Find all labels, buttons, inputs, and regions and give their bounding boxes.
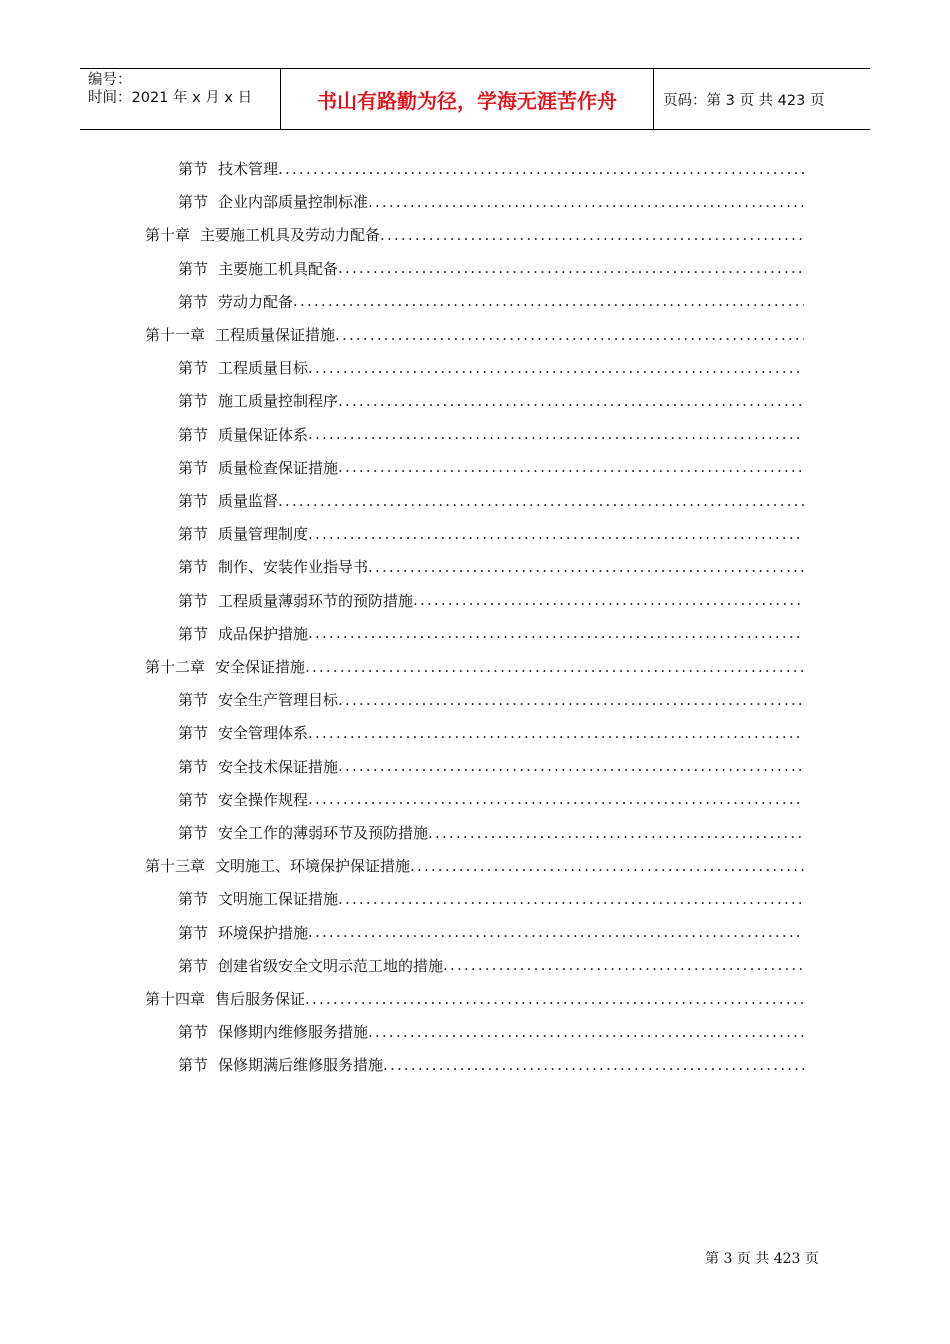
- toc-entry-title: 环境保护措施: [218, 923, 309, 942]
- toc-entry-title: 售后服务保证: [215, 990, 306, 1008]
- toc-dot-leader: [308, 790, 804, 808]
- toc-entry-number: 第节: [178, 1056, 209, 1075]
- toc-entry-number: 第节: [178, 458, 209, 477]
- toc-entry-number: 第十四章: [145, 990, 206, 1008]
- toc-entry-number: 第节: [178, 591, 209, 610]
- toc-entry-number: 第节: [178, 425, 209, 444]
- toc-section-entry[interactable]: [178, 617, 804, 650]
- toc-entry-title: 主要施工机具及劳动力配备: [200, 226, 381, 245]
- toc-section-entry[interactable]: [178, 550, 804, 583]
- toc-entry-title: 劳动力配备: [218, 292, 294, 311]
- toc-entry-number: 第节: [178, 292, 209, 311]
- toc-dot-leader: [413, 591, 804, 609]
- toc-section-entry[interactable]: [178, 716, 804, 749]
- toc-section-entry[interactable]: [178, 1048, 804, 1081]
- toc-dot-leader: [338, 757, 804, 775]
- toc-entry-title: 质量检查保证措施: [218, 458, 339, 477]
- motto-text: 书山有路勤为径，学海无涯苦作舟: [317, 88, 617, 113]
- toc-entry-number: 第节: [178, 757, 209, 776]
- toc-chapter-entry[interactable]: [145, 849, 804, 882]
- toc-entry-number: 第十章: [145, 226, 191, 245]
- toc-section-entry[interactable]: [178, 584, 804, 617]
- toc-section-entry[interactable]: [178, 418, 804, 451]
- toc-entry-number: 第节: [178, 890, 209, 909]
- toc-entry-number: 第节: [178, 923, 209, 942]
- toc-section-entry[interactable]: [178, 384, 804, 417]
- toc-section-entry[interactable]: [178, 683, 804, 716]
- toc-dot-leader: [368, 193, 804, 211]
- toc-entry-title: 文明施工保证措施: [218, 890, 339, 909]
- header-motto: [281, 69, 654, 129]
- toc-entry-number: 第节: [178, 724, 209, 743]
- toc-entry-title: 安全技术保证措施: [218, 757, 339, 776]
- toc-entry-title: 施工质量控制程序: [218, 392, 339, 411]
- toc-entry-title: 企业内部质量控制标准: [218, 193, 369, 212]
- toc-section-entry[interactable]: [178, 252, 804, 285]
- toc-entry-number: 第十一章: [145, 326, 206, 344]
- toc-entry-title: 质量保证体系: [218, 425, 309, 444]
- toc-entry-number: 第节: [178, 558, 209, 577]
- toc-entry-number: 第节: [178, 691, 209, 710]
- toc-entry-number: 第十三章: [145, 857, 206, 876]
- toc-dot-leader: [308, 425, 804, 443]
- toc-chapter-entry[interactable]: [145, 218, 804, 251]
- toc-section-entry[interactable]: [178, 949, 804, 982]
- toc-dot-leader: [428, 824, 804, 842]
- toc-dot-leader: [308, 923, 804, 941]
- toc-section-entry[interactable]: [178, 517, 804, 550]
- toc-dot-leader: [278, 160, 804, 178]
- footer-page-number: 第 3 页 共 423 页: [705, 1251, 819, 1267]
- serial-number-label: 编号：: [88, 72, 132, 88]
- toc-entry-number: 第节: [178, 956, 209, 975]
- toc-entry-title: 主要施工机具配备: [218, 259, 339, 278]
- toc-dot-leader: [305, 990, 804, 1008]
- toc-entry-title: 保修期内维修服务措施: [218, 1023, 369, 1042]
- toc-section-entry[interactable]: [178, 816, 804, 849]
- toc-entry-title: 安全工作的薄弱环节及预防措施: [218, 824, 429, 842]
- toc-dot-leader: [335, 326, 804, 344]
- toc-dot-leader: [338, 259, 804, 277]
- toc-entry-number: 第节: [178, 160, 209, 178]
- toc-entry-number: 第节: [178, 359, 209, 378]
- toc-section-entry[interactable]: [178, 451, 804, 484]
- header-page-info: [654, 69, 870, 129]
- toc-dot-leader: [305, 658, 804, 676]
- toc-dot-leader: [410, 857, 804, 875]
- toc-entry-number: 第节: [178, 824, 209, 842]
- toc-dot-leader: [338, 458, 804, 476]
- toc-dot-leader: [308, 525, 804, 543]
- toc-entry-title: 文明施工、环境保护保证措施: [215, 857, 411, 876]
- toc-entry-title: 安全管理体系: [218, 724, 309, 743]
- page-footer: [705, 1248, 819, 1268]
- toc-entry-title: 安全操作规程: [218, 790, 309, 809]
- toc-section-entry[interactable]: [178, 750, 804, 783]
- toc-entry-number: 第节: [178, 525, 209, 544]
- toc-dot-leader: [368, 1023, 804, 1041]
- toc-dot-leader: [308, 624, 804, 642]
- toc-entry-number: 第节: [178, 624, 209, 643]
- toc-section-entry[interactable]: [178, 783, 804, 816]
- toc-dot-leader: [338, 392, 804, 410]
- toc-section-entry[interactable]: [178, 1015, 804, 1048]
- toc-dot-leader: [338, 890, 804, 908]
- toc-entry-title: 质量监督: [218, 492, 279, 510]
- toc-section-entry[interactable]: [178, 484, 804, 517]
- toc-section-entry[interactable]: [178, 285, 804, 318]
- header-meta: [80, 69, 281, 129]
- toc-dot-leader: [383, 1056, 804, 1074]
- toc-entry-title: 质量管理制度: [218, 525, 309, 544]
- page-header: [80, 68, 870, 130]
- toc-entry-number: 第节: [178, 790, 209, 809]
- date-label: 时间：2021 年 x 月 x 日: [88, 90, 253, 106]
- toc-entry-number: 第节: [178, 1023, 209, 1042]
- toc-section-entry[interactable]: [178, 916, 804, 949]
- toc-section-entry[interactable]: [178, 882, 804, 915]
- toc-entry-title: 成品保护措施: [218, 624, 309, 643]
- toc-section-entry[interactable]: [178, 152, 804, 185]
- toc-entry-title: 工程质量保证措施: [215, 326, 336, 344]
- toc-entry-title: 安全生产管理目标: [218, 691, 339, 710]
- toc-entry-number: 第节: [178, 492, 209, 510]
- toc-entry-title: 制作、安装作业指导书: [218, 558, 369, 577]
- toc-dot-leader: [338, 691, 804, 709]
- toc-entry-title: 技术管理: [218, 160, 279, 178]
- toc-entry-title: 工程质量目标: [218, 359, 309, 378]
- toc-entry-title: 保修期满后维修服务措施: [218, 1056, 384, 1075]
- toc-dot-leader: [308, 359, 804, 377]
- toc-dot-leader: [278, 492, 804, 510]
- toc-section-entry[interactable]: [178, 185, 804, 218]
- toc-entry-title: 创建省级安全文明示范工地的措施: [218, 956, 444, 975]
- toc-dot-leader: [308, 724, 804, 742]
- toc-entry-title: 安全保证措施: [215, 658, 306, 676]
- toc-chapter-entry[interactable]: [145, 650, 804, 683]
- toc-entry-number: 第十二章: [145, 658, 206, 676]
- toc-entry-title: 工程质量薄弱环节的预防措施: [218, 591, 414, 610]
- toc-dot-leader: [368, 558, 804, 576]
- toc-entry-number: 第节: [178, 193, 209, 212]
- toc-entry-number: 第节: [178, 392, 209, 411]
- toc-dot-leader: [293, 292, 804, 310]
- page-info-text: 页码：第 3 页 共 423 页: [663, 92, 825, 109]
- toc-entry-number: 第节: [178, 259, 209, 278]
- toc-chapter-entry[interactable]: [145, 982, 804, 1015]
- toc-section-entry[interactable]: [178, 351, 804, 384]
- toc-chapter-entry[interactable]: [145, 318, 804, 351]
- toc-dot-leader: [443, 956, 804, 974]
- toc-dot-leader: [380, 226, 804, 244]
